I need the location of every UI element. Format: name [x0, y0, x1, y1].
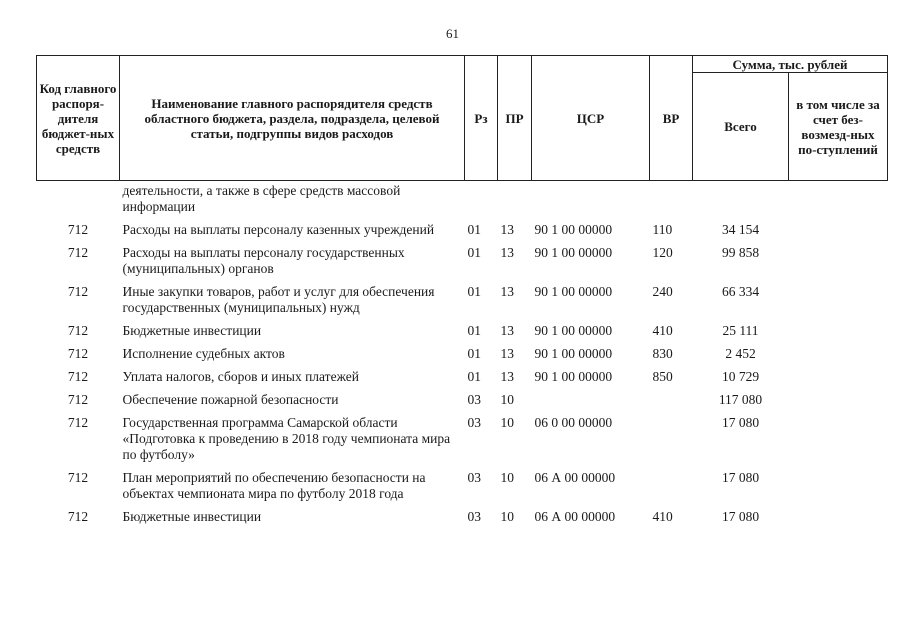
- cell-total: 117 080: [718, 392, 763, 407]
- cell-rz: 01: [467, 245, 481, 260]
- header-rz: Рз: [465, 56, 498, 181]
- header-total: Всего: [693, 73, 789, 181]
- cell-code: 712: [67, 415, 89, 430]
- cell-gratuitous: [789, 415, 888, 470]
- cell-gratuitous: [789, 392, 888, 415]
- cell-vr: [650, 181, 693, 223]
- cell-csr: [532, 392, 650, 415]
- cell-total: 17 080: [721, 470, 760, 485]
- cell-gratuitous: [789, 509, 888, 532]
- cell-total: 17 080: [721, 509, 760, 524]
- cell-total: 25 111: [722, 323, 759, 338]
- cell-pr: 10: [500, 415, 514, 430]
- cell-vr: 110: [652, 222, 673, 237]
- header-csr: ЦСР: [532, 56, 650, 181]
- cell-pr: 13: [500, 346, 514, 361]
- cell-vr: 410: [652, 509, 673, 524]
- cell-rz: 01: [467, 323, 481, 338]
- table-row: [37, 222, 888, 245]
- cell-total: 99 858: [721, 245, 760, 260]
- cell-code: 712: [67, 323, 89, 338]
- cell-csr: 06 А 00 00000: [534, 470, 616, 485]
- page-number: 61: [446, 26, 459, 41]
- table-header: [37, 56, 888, 181]
- cell-code: 712: [67, 346, 89, 361]
- cell-pr: 13: [500, 323, 514, 338]
- cell-rz: 01: [467, 284, 481, 299]
- cell-code: 712: [67, 222, 89, 237]
- cell-code: 712: [67, 369, 89, 384]
- table-row: [37, 181, 888, 223]
- header-vr: ВР: [650, 56, 693, 181]
- cell-total: 17 080: [721, 415, 760, 430]
- header-gratuitous: в том числе за счет без-возмезд-ных по-ступлений: [789, 73, 888, 181]
- cell-pr: [498, 181, 532, 223]
- cell-name: Расходы на выплаты персоналу казенных учреждений: [122, 222, 435, 237]
- cell-gratuitous: [789, 346, 888, 369]
- cell-total: 34 154: [721, 222, 760, 237]
- cell-total: 66 334: [721, 284, 760, 299]
- cell-vr: 240: [652, 284, 673, 299]
- cell-rz: 01: [467, 346, 481, 361]
- cell-csr: 90 1 00 00000: [534, 284, 613, 299]
- cell-name: План мероприятий по обеспечению безопасности на объектах чемпионата мира по футболу 2018 года: [122, 470, 426, 501]
- header-sum: Сумма, тыс. рублей: [693, 56, 888, 73]
- cell-pr: 13: [500, 245, 514, 260]
- table-row: [37, 284, 888, 323]
- cell-name: Государственная программа Самарской области «Подготовка к проведению в 2018 году чемпионата мира по футболу»: [122, 415, 451, 462]
- cell-vr: 850: [652, 369, 673, 384]
- cell-vr: [650, 392, 693, 415]
- cell-name: Уплата налогов, сборов и иных платежей: [122, 369, 359, 384]
- cell-csr: 90 1 00 00000: [534, 323, 613, 338]
- cell-code: 712: [67, 509, 89, 524]
- cell-gratuitous: [789, 181, 888, 223]
- cell-gratuitous: [789, 369, 888, 392]
- header-code: Код главного распоря-дителя бюджет-ных средств: [37, 56, 120, 181]
- cell-csr: 06 0 00 00000: [534, 415, 613, 430]
- cell-total: 10 729: [721, 369, 760, 384]
- table-row: [37, 509, 888, 532]
- cell-name: Бюджетные инвестиции: [122, 323, 262, 338]
- table-row: [37, 245, 888, 284]
- cell-vr: [650, 470, 693, 509]
- cell-name: Обеспечение пожарной безопасности: [122, 392, 339, 407]
- cell-gratuitous: [789, 323, 888, 346]
- cell-code: 712: [67, 470, 89, 485]
- cell-csr: 06 А 00 00000: [534, 509, 616, 524]
- cell-code: 712: [67, 245, 89, 260]
- cell-pr: 10: [500, 392, 514, 407]
- cell-gratuitous: [789, 245, 888, 284]
- cell-gratuitous: [789, 470, 888, 509]
- cell-csr: [532, 181, 650, 223]
- header-name: Наименование главного распорядителя средств областного бюджета, раздела, подраздела, целевой статьи, подгруппы видов расходов: [120, 56, 465, 181]
- cell-rz: 01: [467, 222, 481, 237]
- cell-rz: [465, 181, 498, 223]
- table-row: [37, 346, 888, 369]
- cell-vr: 410: [652, 323, 673, 338]
- cell-name: Иные закупки товаров, работ и услуг для обеспечения государственных (муниципальных) нужд: [122, 284, 435, 315]
- cell-csr: 90 1 00 00000: [534, 346, 613, 361]
- cell-total: [693, 181, 789, 223]
- cell-csr: 90 1 00 00000: [534, 222, 613, 237]
- cell-total: 2 452: [725, 346, 756, 361]
- table-body: [37, 181, 888, 533]
- cell-name: Исполнение судебных актов: [122, 346, 285, 361]
- cell-pr: 13: [500, 369, 514, 384]
- cell-rz: 03: [467, 509, 481, 524]
- cell-pr: 13: [500, 222, 514, 237]
- cell-name: деятельности, а также в сфере средств массовой информации: [122, 183, 401, 214]
- cell-vr: [650, 415, 693, 470]
- cell-pr: 13: [500, 284, 514, 299]
- cell-gratuitous: [789, 222, 888, 245]
- table-row: [37, 323, 888, 346]
- cell-vr: 120: [652, 245, 673, 260]
- cell-pr: 10: [500, 509, 514, 524]
- cell-pr: 10: [500, 470, 514, 485]
- cell-csr: 90 1 00 00000: [534, 369, 613, 384]
- cell-rz: 01: [467, 369, 481, 384]
- cell-code: [37, 181, 120, 223]
- cell-name: Бюджетные инвестиции: [122, 509, 262, 524]
- cell-rz: 03: [467, 415, 481, 430]
- table-row: [37, 470, 888, 509]
- cell-gratuitous: [789, 284, 888, 323]
- cell-name: Расходы на выплаты персоналу государственных (муниципальных) органов: [122, 245, 405, 276]
- cell-rz: 03: [467, 392, 481, 407]
- header-pr: ПР: [498, 56, 532, 181]
- cell-rz: 03: [467, 470, 481, 485]
- cell-vr: 830: [652, 346, 673, 361]
- table-row: [37, 369, 888, 392]
- cell-code: 712: [67, 284, 89, 299]
- budget-table: [36, 55, 888, 532]
- table-row: [37, 415, 888, 470]
- cell-code: 712: [67, 392, 89, 407]
- cell-csr: 90 1 00 00000: [534, 245, 613, 260]
- table-row: [37, 392, 888, 415]
